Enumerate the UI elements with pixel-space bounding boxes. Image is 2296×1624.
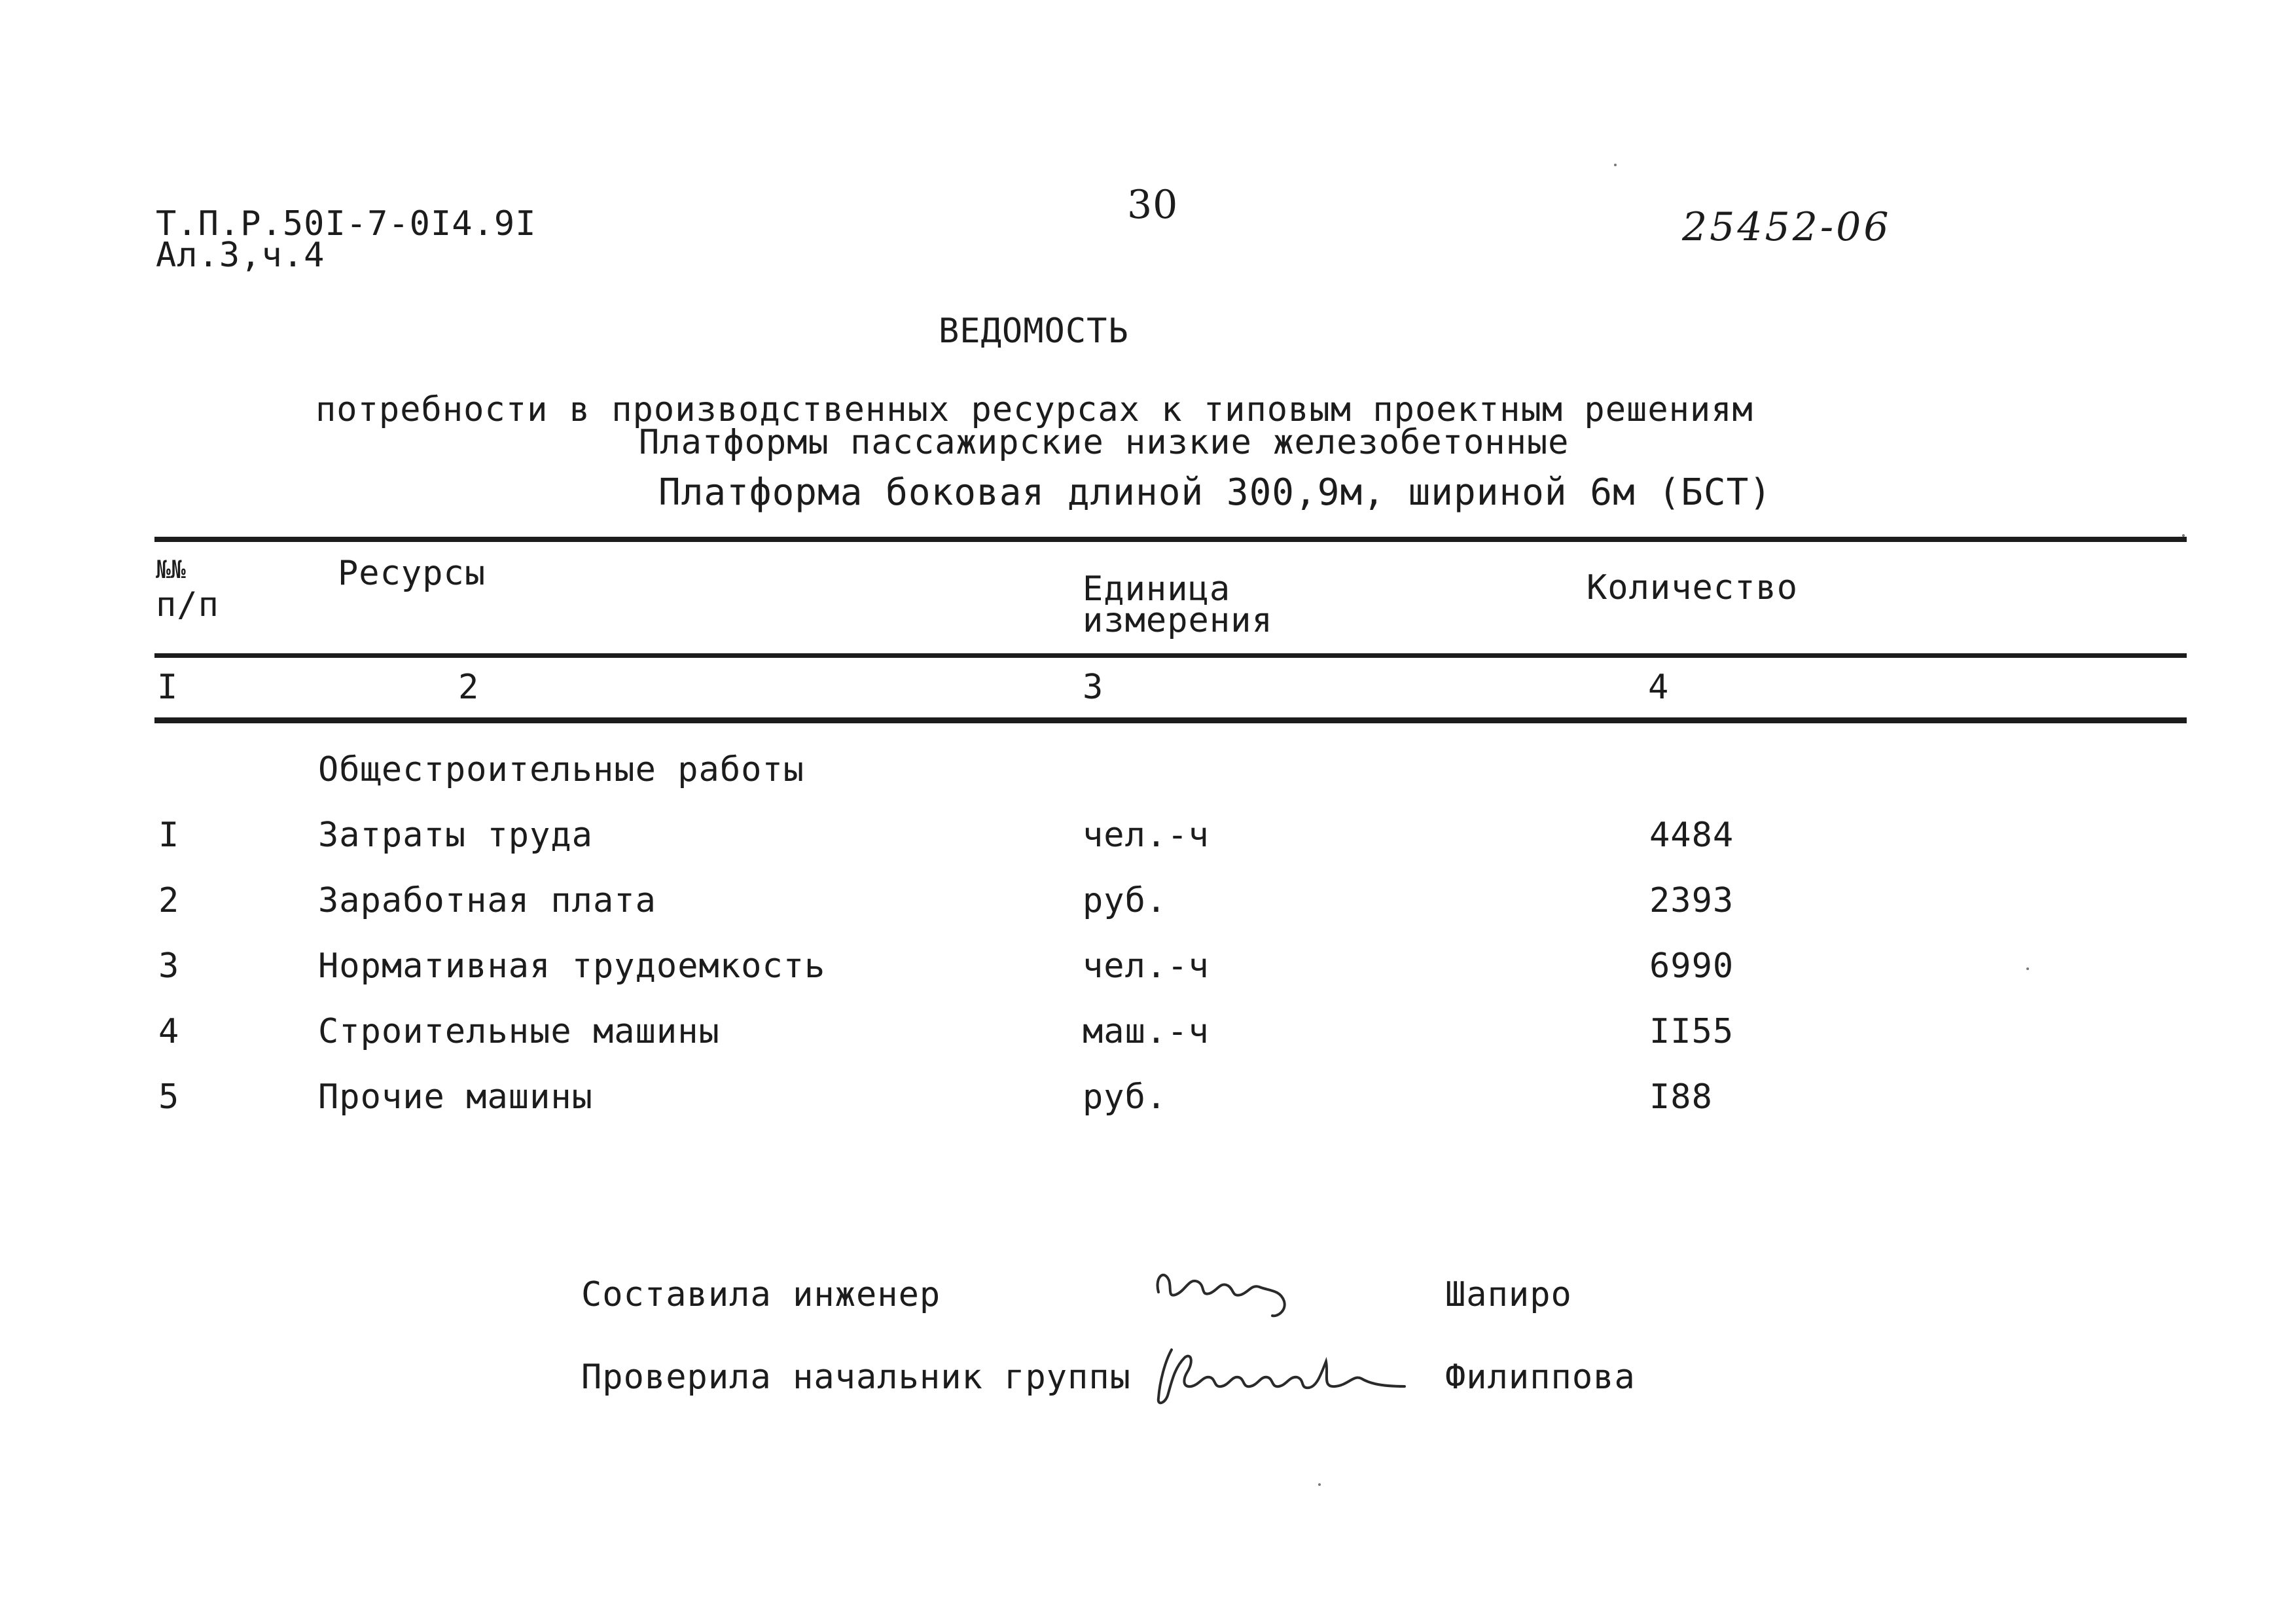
resource-quantity: 4484 xyxy=(1649,816,1734,855)
scan-speck xyxy=(1614,164,1617,166)
resource-name: Нормативная трудоемкость xyxy=(318,947,826,986)
header-quantity: Количество xyxy=(1587,568,1799,607)
document-title: ВЕДОМОСТЬ xyxy=(939,312,1129,351)
resource-name: Прочие машины xyxy=(318,1077,593,1117)
section-heading: Общестроительные работы xyxy=(318,750,805,789)
resource-quantity: 2393 xyxy=(1649,881,1734,920)
resource-name: Строительные машины xyxy=(318,1012,720,1051)
resource-quantity: II55 xyxy=(1649,1012,1734,1051)
resource-name: Заработная плата xyxy=(318,881,656,920)
header-bottom-rule xyxy=(154,653,2187,658)
row-number: I xyxy=(158,816,180,855)
scan-speck xyxy=(2026,967,2029,970)
header-resources: Ресурсы xyxy=(338,554,486,593)
page-number: 30 xyxy=(1127,182,1179,228)
column-number: I xyxy=(157,668,179,707)
album-part: Ал.3,ч.4 xyxy=(156,236,325,275)
checked-by-name: Филиппова xyxy=(1445,1358,1636,1397)
subtitle-line-2: Платформы пассажирские низкие железобетонные xyxy=(639,423,1570,462)
row-number: 3 xyxy=(158,947,180,986)
inventory-stamp: 25452-06 xyxy=(1682,204,1892,250)
resource-quantity: 6990 xyxy=(1649,947,1734,986)
resource-name: Затраты труда xyxy=(318,816,593,855)
resource-unit: руб. xyxy=(1083,881,1168,920)
group-head-signature xyxy=(1145,1335,1420,1414)
resource-unit: чел.-ч xyxy=(1083,816,1210,855)
column-number: 3 xyxy=(1083,668,1104,707)
column-number: 4 xyxy=(1648,668,1670,707)
subtitle-line-3: Платформа боковая длиной 300,9м, шириной 6м (БСТ) xyxy=(658,471,1772,514)
resource-quantity: I88 xyxy=(1649,1077,1713,1117)
header-num-line1: №№ xyxy=(156,555,186,584)
row-number: 2 xyxy=(158,881,180,920)
row-number: 5 xyxy=(158,1077,180,1117)
resource-unit: руб. xyxy=(1083,1077,1168,1117)
engineer-signature xyxy=(1149,1252,1346,1324)
table-top-rule xyxy=(154,537,2187,542)
document-code: Т.П.Р.50I-7-0I4.9I xyxy=(156,204,537,244)
compiled-by-label: Составила инженер xyxy=(581,1275,941,1314)
column-number: 2 xyxy=(458,668,480,707)
resource-unit: маш.-ч xyxy=(1083,1012,1210,1051)
scan-speck xyxy=(1318,1483,1321,1486)
row-number: 4 xyxy=(158,1012,180,1051)
compiled-by-name: Шапиро xyxy=(1445,1275,1572,1314)
column-numbers-rule xyxy=(154,717,2187,723)
header-unit-line2: измерения xyxy=(1083,601,1273,640)
header-num-line2: п/п xyxy=(156,585,219,624)
subtitle-line-1: потребности в производственных ресурсах к типовым проектным решениям xyxy=(315,390,1753,429)
header-unit-line1: Единица xyxy=(1083,569,1231,609)
checked-by-label: Проверила начальник группы xyxy=(581,1358,1131,1397)
scan-speck xyxy=(2182,534,2185,537)
resource-unit: чел.-ч xyxy=(1083,947,1210,986)
